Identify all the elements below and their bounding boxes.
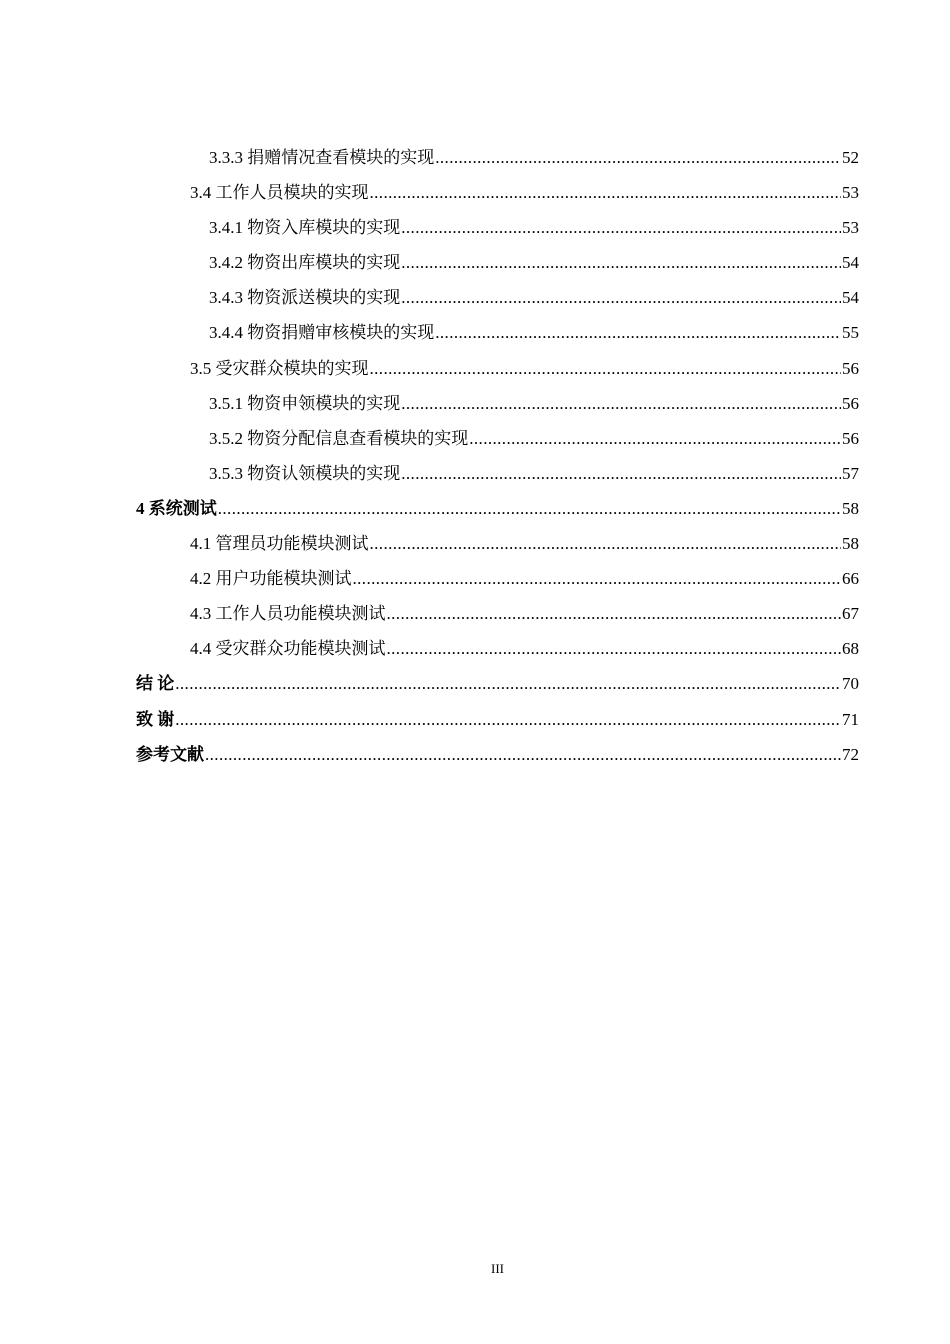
- toc-entry-title: 致 谢: [136, 709, 175, 729]
- toc-entry: [0, 456, 950, 491]
- toc-entry-title: 4.1 管理员功能模块测试: [190, 534, 369, 554]
- toc-entry: [0, 210, 950, 245]
- toc-entry-page: 57: [842, 463, 859, 483]
- page-number: III: [491, 1261, 504, 1276]
- toc-entry-title: 3.3.3 捐赠情况查看模块的实现: [209, 148, 435, 167]
- toc-entry: [0, 351, 950, 386]
- toc-entry: [0, 666, 950, 701]
- toc-entry-title: 3.5.3 物资认领模块的实现: [209, 463, 401, 483]
- toc-entry-page: 72: [842, 744, 859, 764]
- toc-entry-page: 54: [842, 253, 859, 273]
- toc-leader-dots: [401, 288, 841, 308]
- toc-entry: [0, 175, 950, 210]
- toc-entry-page: 66: [842, 569, 859, 589]
- toc-entry-title: 4.3 工作人员功能模块测试: [190, 604, 386, 624]
- toc-entry-page: 53: [842, 218, 859, 238]
- toc-entry: [0, 491, 950, 526]
- toc-entry-page: 56: [842, 428, 859, 448]
- toc-leader-dots: [370, 359, 842, 379]
- toc-entry: [0, 315, 950, 350]
- toc-entry: [0, 561, 950, 596]
- toc-leader-dots: [370, 183, 842, 203]
- toc-entry-page: 71: [842, 709, 859, 729]
- toc-entry-page: 52: [842, 148, 859, 167]
- toc-leader-dots: [387, 604, 842, 624]
- toc-entry-page: 53: [842, 183, 859, 203]
- toc-entry-page: 55: [842, 323, 859, 343]
- toc-entry: [0, 526, 950, 561]
- toc-entry-page: 58: [842, 498, 859, 518]
- toc-leader-dots: [205, 745, 841, 765]
- toc-entry-page: 67: [842, 604, 859, 624]
- toc-entry-title: 4.2 用户功能模块测试: [190, 569, 352, 589]
- toc-entry-page: 54: [842, 288, 859, 308]
- toc-leader-dots: [353, 569, 842, 589]
- toc-leader-dots: [370, 534, 842, 554]
- toc-entry: [0, 140, 950, 175]
- toc-entry: [0, 386, 950, 421]
- toc-entry: [0, 280, 950, 315]
- toc-leader-dots: [435, 148, 841, 168]
- toc-entry: [0, 421, 950, 456]
- toc-leader-dots: [387, 639, 842, 659]
- toc-leader-dots: [218, 499, 841, 519]
- toc-entry: [0, 702, 950, 737]
- toc-entry: [0, 631, 950, 666]
- toc-entry-title: 参考文献: [136, 744, 204, 764]
- toc-entry-title: 3.5.2 物资分配信息查看模块的实现: [209, 428, 469, 448]
- toc-entry-title: 3.4 工作人员模块的实现: [190, 183, 369, 203]
- toc-entry: [0, 245, 950, 280]
- toc-leader-dots: [401, 218, 841, 238]
- toc-entry-title: 3.5.1 物资申领模块的实现: [209, 393, 401, 413]
- toc-leader-dots: [401, 464, 841, 484]
- toc-entry: [0, 737, 950, 772]
- toc-entry-title: 3.4.2 物资出库模块的实现: [209, 253, 401, 273]
- toc-leader-dots: [401, 253, 841, 273]
- table-of-contents: [0, 140, 950, 772]
- toc-entry-title: 3.4.1 物资入库模块的实现: [209, 218, 401, 238]
- toc-entry-page: 70: [842, 674, 859, 694]
- toc-entry: [0, 596, 950, 631]
- toc-entry-title: 结 论: [136, 674, 175, 694]
- toc-leader-dots: [175, 710, 841, 730]
- toc-entry-page: 68: [842, 639, 859, 659]
- toc-entry-title: 3.5 受灾群众模块的实现: [190, 358, 369, 378]
- toc-leader-dots: [401, 394, 841, 414]
- toc-entry-title: 4 系统测试: [136, 498, 217, 518]
- toc-leader-dots: [435, 323, 841, 343]
- toc-entry-title: 4.4 受灾群众功能模块测试: [190, 639, 386, 659]
- toc-entry-page: 58: [842, 534, 859, 554]
- toc-entry-page: 56: [842, 358, 859, 378]
- toc-leader-dots: [469, 429, 841, 449]
- toc-entry-page: 56: [842, 393, 859, 413]
- toc-leader-dots: [175, 674, 841, 694]
- toc-entry-title: 3.4.4 物资捐赠审核模块的实现: [209, 323, 435, 343]
- toc-entry-title: 3.4.3 物资派送模块的实现: [209, 288, 401, 308]
